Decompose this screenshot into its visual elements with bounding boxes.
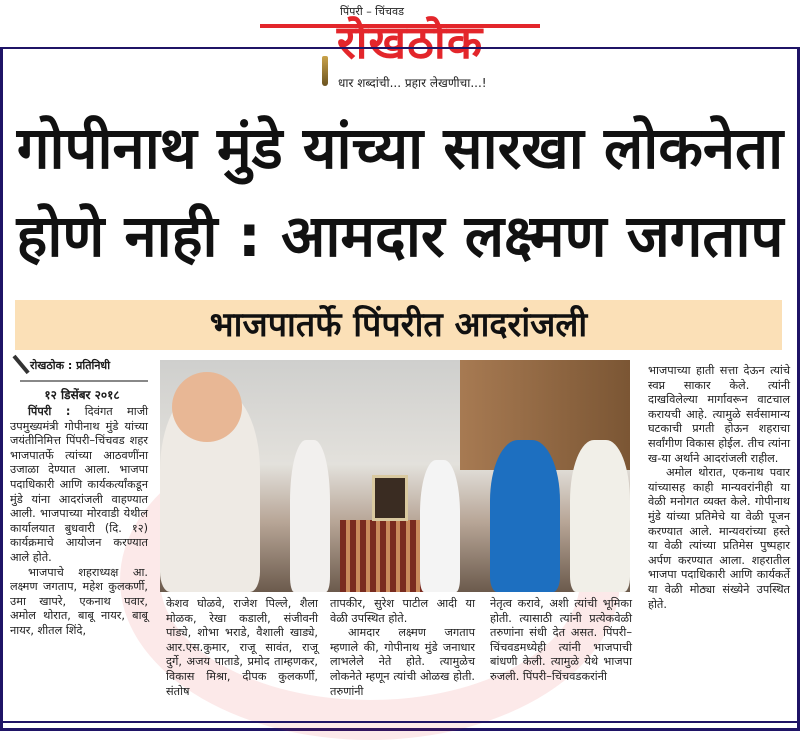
newspaper-logo: रोखठोक — [336, 15, 484, 69]
photo-person — [290, 440, 330, 592]
article-column-4 — [490, 597, 632, 685]
photo-person — [490, 440, 560, 592]
paragraph: तापकीर, सुरेश पाटील आदी या वेळी उपस्थित होते. — [330, 597, 475, 625]
bottom-divider — [3, 721, 797, 723]
dateline: पिंपरी : — [28, 405, 71, 418]
byline-divider — [20, 380, 148, 382]
paragraph: भाजपाचे शहराध्यक्ष आ. लक्ष्मण जगताप, महेश कुलकर्णी, उमा खापरे, एकनाथ पवार, अमोल थोरात, बाबू नायर, बाबू नायर, शीतल शिंदे, — [10, 565, 148, 637]
article-column-3 — [330, 597, 475, 699]
headline-line-1: गोपीनाथ मुंडे यांच्या सारखा लोकनेता — [16, 114, 784, 182]
subheadline: भाजपातर्फे पिंपरीत आदरांजली — [209, 305, 588, 345]
masthead-city: पिंपरी – चिंचवड — [340, 5, 405, 18]
paragraph: दिवंगत माजी उपमुख्यमंत्री गोपीनाथ मुंडे यांच्या जयंतीनिमित्त पिंपरी–चिंचवड शहर भाजपातर्फे त्यांच्या आठवणींना उजाळा देण्यात आला. भाजपा पदाधिकारी आणि कार्यकर्त्यांकडून मुंडे यांना आदरांजली वाहण्यात आली. भाजपाच्या मोरवाडी येथील कार्यालयात बुधवारी (दि. १२) कार्यक्रमाचे आयोजन करण्यात आले होते. — [10, 405, 149, 564]
photo-person-head — [172, 372, 242, 442]
article-column-1 — [10, 405, 148, 639]
paragraph: अमोल थोरात, एकनाथ पवार यांच्यासह काही मान्यवरांनीही या वेळी मनोगत व्यक्त केले. गोपीनाथ मुंडे यांच्या प्रतिमेचे या वेळी पूजन करण्यात आले. मान्यवरांच्या हस्ते या वेळी त्यांच्या प्रतिमेस पुष्पहार अर्पण करण्यात आला. शहरातील भाजपा पदाधिकारी आणि कार्यकर्ते या वेळी मोठ्या संख्येने उपस्थित होते. — [648, 466, 790, 611]
photo-person — [570, 440, 630, 592]
headline-line-2: होणे नाही : आमदार लक्ष्मण जगताप — [16, 202, 784, 270]
paragraph: भाजपाच्या हाती सत्ता देऊन त्यांचे स्वप्न साकार केले. त्यांनी दाखविलेल्या मार्गावरून वाटचाल करायची आहे. त्यामुळे सर्वसामान्य घटकाची प्रगती होऊन शहराचा सर्वांगीण विकास होईल. तीच त्यांना ख-या अर्थाने आदरांजली राहील. — [648, 364, 790, 465]
photo-portrait — [372, 475, 408, 521]
byline-author: रोखठोक : प्रतिनिधी — [30, 359, 111, 372]
photo-person — [420, 460, 460, 592]
event-photo — [160, 360, 630, 592]
paragraph: आमदार लक्ष्मण जगताप म्हणाले की, गोपीनाथ मुंडे जनाधार लाभलेले नेते होते. त्यामुळेच लोकनेते म्हणून त्यांची ओळख होती. तरुणांनी — [330, 626, 475, 698]
article-column-5 — [648, 364, 790, 612]
paragraph: केशव घोळवे, राजेश पिल्ले, शैला मोळक, रेखा कडाली, संजीवनी पांड्ये, शोभा भराडे, वैशाली खाड्ये, आर.एस.कुमार, राजू सावंत, राजू दुर्गे, अजय पाताडे, प्रमोद ताम्हणकर, विकास मिश्रा, दीपक कुलकर्णी, संतोष — [166, 597, 318, 698]
article-column-2 — [166, 597, 318, 699]
subheadline-banner — [15, 300, 782, 350]
masthead-tagline: धार शब्दांची... प्रहार लेखणीचा...! — [338, 76, 487, 90]
paragraph: नेतृत्व करावे, अशी त्यांची भूमिका होती. त्यासाठी त्यांनी प्रत्येकवेळी तरुणांना संधी देत असत. पिंपरी–चिंचवडमध्येही त्यांनी भाजपाची बांधणी केली. त्यामुळे येथे भाजपा रुजली. पिंपरी–चिंचवडकरांनी — [490, 597, 632, 683]
byline-date: १२ डिसेंबर २०१८ — [44, 388, 120, 402]
